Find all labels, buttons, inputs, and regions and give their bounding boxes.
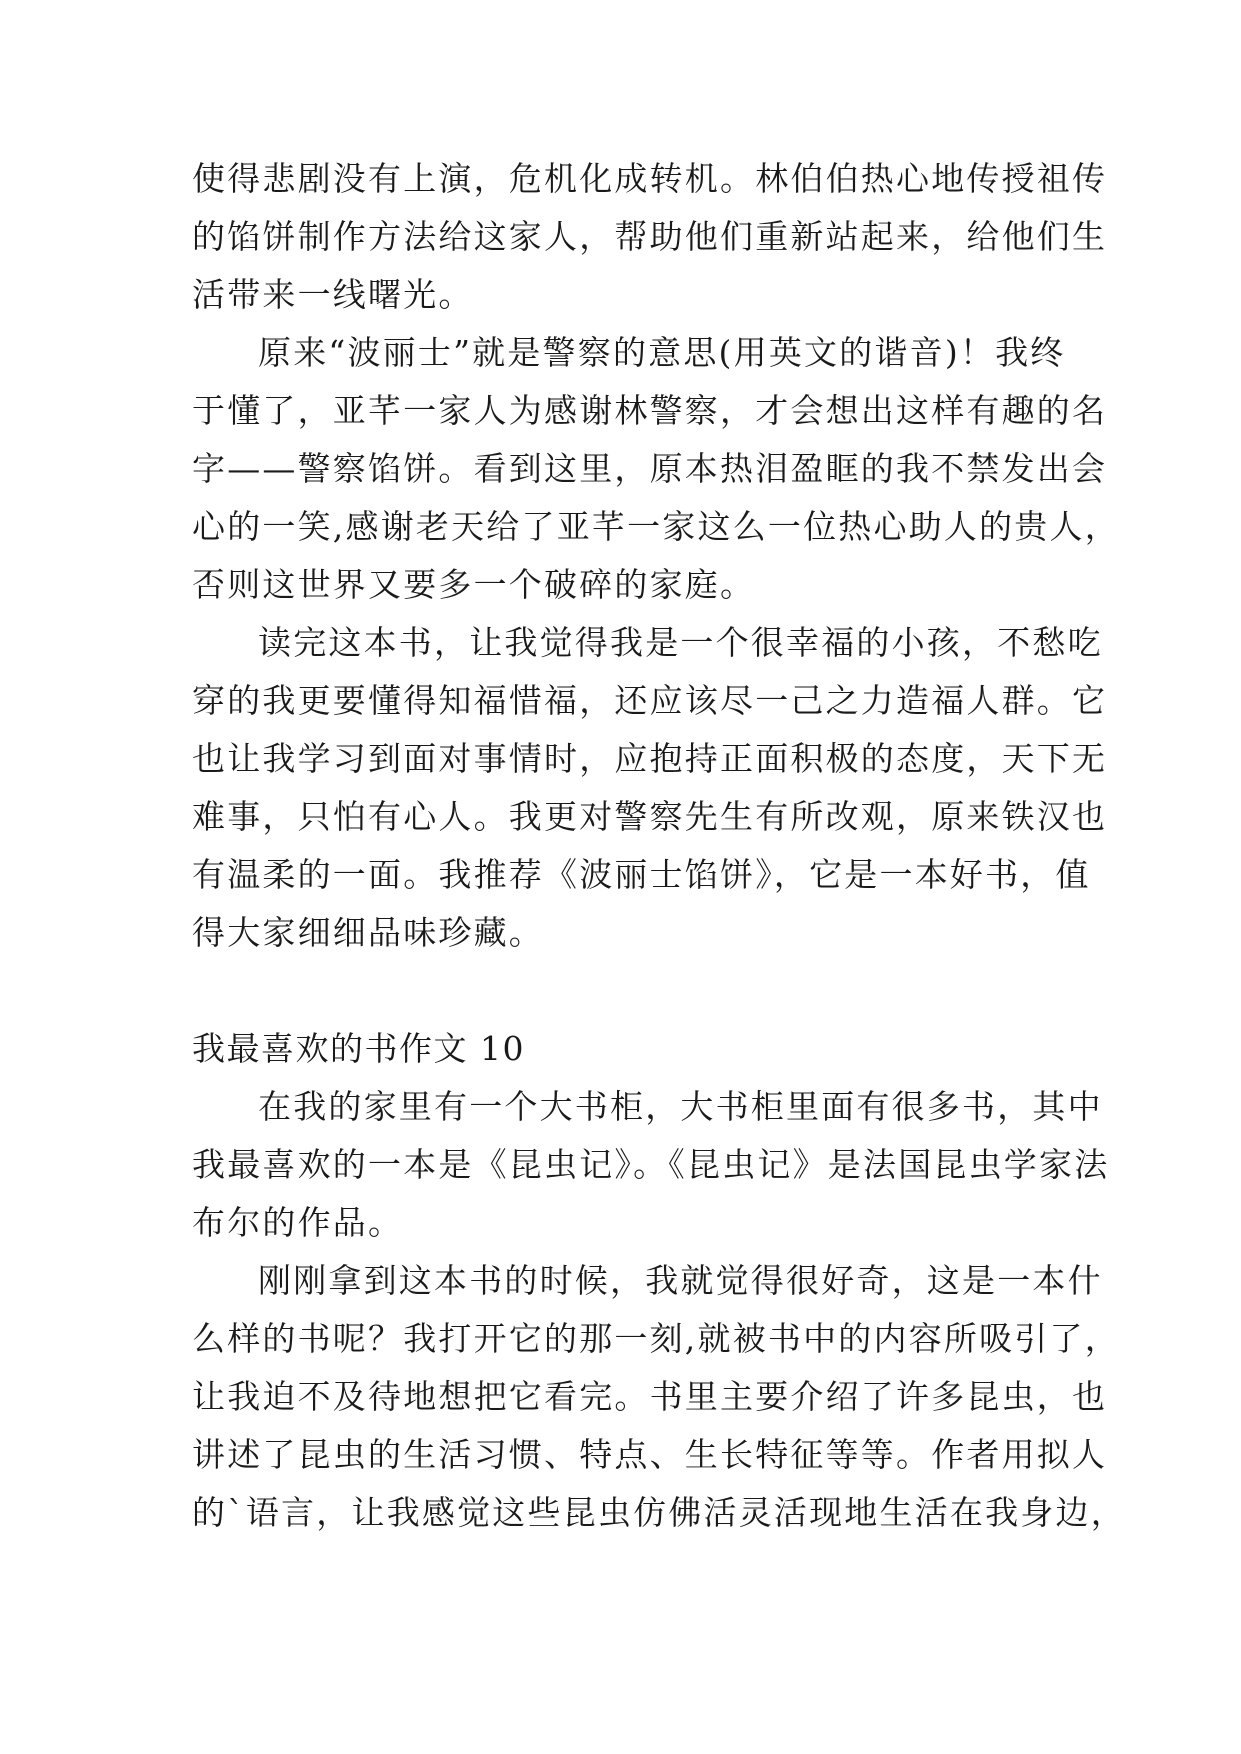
paragraph (192, 614, 1108, 962)
text-line: 讲述了昆虫的生活习惯、特点、生长特征等等。作者用拟人 (192, 1435, 1108, 1474)
paragraph (192, 1078, 1110, 1252)
text-line: 于懂了，亚芊一家人为感谢林警察，才会想出这样有趣的名 (192, 391, 1108, 430)
paragraph (192, 1252, 1126, 1542)
text-line: 么样的书呢？我打开它的那一刻,就被书中的内容所吸引了， (192, 1319, 1120, 1358)
text-line: 的馅饼制作方法给这家人，帮助他们重新站起来，给他们生 (192, 217, 1108, 256)
text-line: 布尔的作品。 (192, 1203, 404, 1242)
text-line: 在我的家里有一个大书柜，大书柜里面有很多书，其中 (258, 1087, 1103, 1126)
text-line: 得大家细细品味珍藏。 (192, 913, 544, 952)
text-line: 让我迫不及待地想把它看完。书里主要介绍了许多昆虫，也 (192, 1377, 1108, 1416)
text-line: 也让我学习到面对事情时，应抱持正面积极的态度，天下无 (192, 739, 1108, 778)
text-line: 穿的我更要懂得知福惜福，还应该尽一己之力造福人群。它 (192, 681, 1108, 720)
text-line: 使得悲剧没有上演，危机化成转机。林伯伯热心地传授祖传 (192, 159, 1108, 198)
section-gap (192, 962, 1054, 1020)
text-line: 难事，只怕有心人。我更对警察先生有所改观，原来铁汉也 (192, 797, 1108, 836)
text-line: 我最喜欢的一本是《昆虫记》。《昆虫记》是法国昆虫学家法 (192, 1145, 1110, 1184)
text-line: 刚刚拿到这本书的时候，我就觉得很好奇，这是一本什 (258, 1261, 1103, 1300)
text-line: 有温柔的一面。我推荐《波丽士馅饼》，它是一本好书，值 (192, 855, 1091, 894)
text-line: 心的一笑,感谢老天给了亚芊一家这么一位热心助人的贵人， (192, 507, 1120, 546)
paragraph (192, 150, 1108, 324)
document-page (192, 150, 1126, 1542)
text-line: 的`语言，让我感觉这些昆虫仿佛活灵活现地生活在我身边， (192, 1493, 1126, 1532)
text-line: 活带来一线曙光。 (192, 275, 474, 314)
text-line: 否则这世界又要多一个破碎的家庭。 (192, 565, 756, 604)
paragraph (192, 324, 1120, 614)
section-title: 我最喜欢的书作文 10 (192, 1029, 525, 1068)
text-line: 原来“波丽士”就是警察的意思(用英文的谐音)！我终 (258, 333, 1066, 372)
text-line: 字——警察馅饼。看到这里，原本热泪盈眶的我不禁发出会 (192, 449, 1108, 488)
text-line: 读完这本书，让我觉得我是一个很幸福的小孩，不愁吃 (258, 623, 1103, 662)
